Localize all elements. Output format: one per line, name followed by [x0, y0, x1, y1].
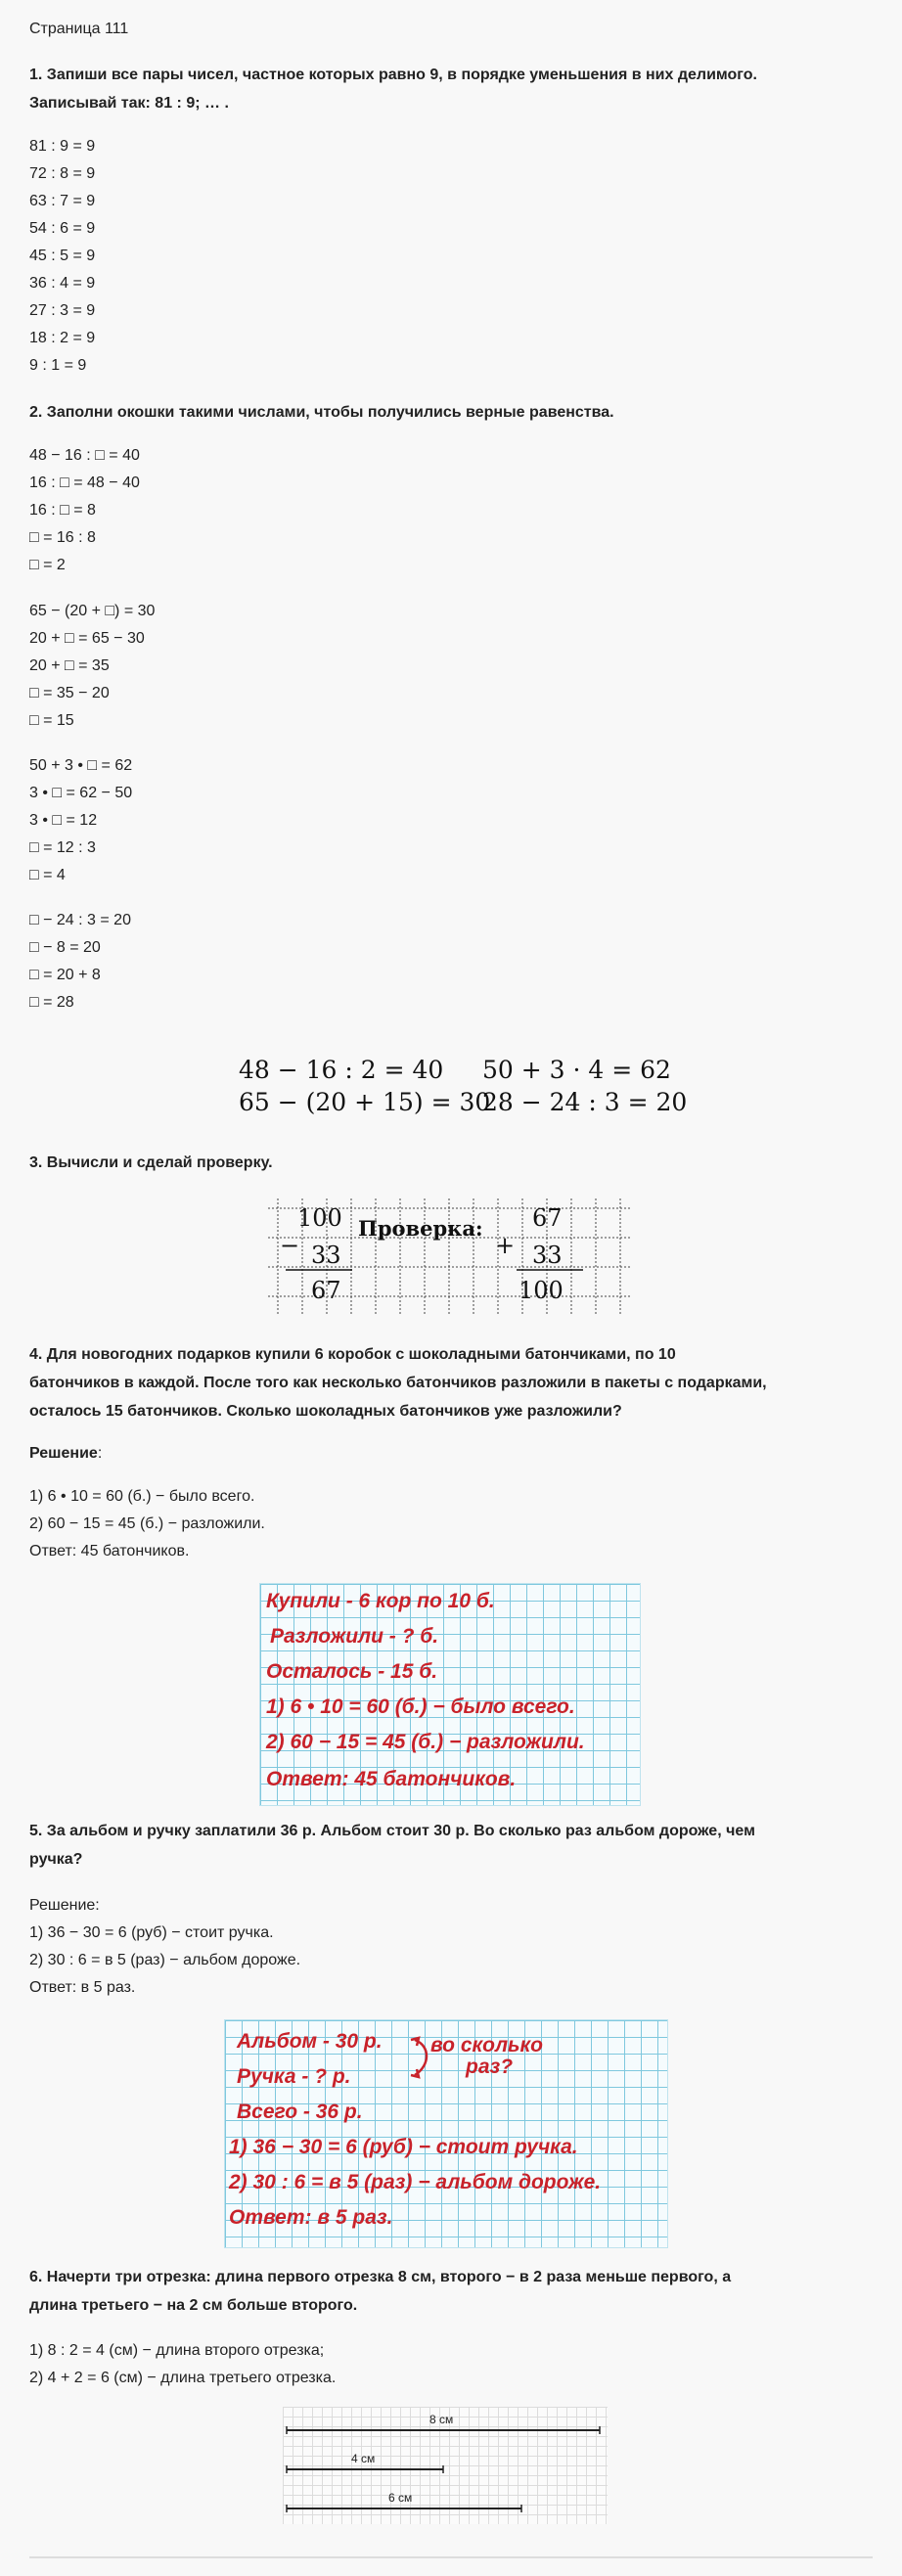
task1-line: 9 : 1 = 9 [29, 357, 87, 374]
solution-line: 2) 60 − 15 = 45 (б.) − разложили. [29, 1515, 265, 1532]
equation-line: □ = 15 [29, 712, 74, 729]
segment-label: 8 см [429, 2413, 454, 2426]
handwritten-line: Всего - 36 р. [237, 2101, 363, 2123]
check-label: Проверка: [358, 1216, 483, 1241]
notebook-figure-task4 [259, 1583, 641, 1806]
handwritten-line: 2) 30 : 6 = в 5 (раз) − альбом дороже. [229, 2171, 602, 2193]
equation-line: □ = 20 + 8 [29, 967, 101, 983]
task6-heading [29, 2263, 871, 2320]
handwritten-line: Разложили - ? б. [270, 1625, 439, 1648]
handwritten-line: Ответ: в 5 раз. [229, 2206, 393, 2229]
segment-label: 6 см [388, 2491, 413, 2505]
formula: 48 − 16 : 2 = 40 [239, 1056, 444, 1084]
subtrahend: 33 [311, 1242, 341, 1269]
equation-line: □ = 16 : 8 [29, 529, 96, 546]
task1-line: 63 : 7 = 9 [29, 193, 96, 209]
difference: 67 [311, 1277, 341, 1304]
notebook-figure-task5 [224, 2019, 668, 2248]
solution-line: 1) 8 : 2 = 4 (см) − длина второго отрезка; [29, 2342, 325, 2359]
solution-line: 1) 6 • 10 = 60 (б.) − было всего. [29, 1488, 255, 1505]
task3-heading: 3. Вычисли и сделай проверку. [29, 1154, 273, 1171]
handwritten-line: Купили - 6 кор по 10 б. [266, 1590, 495, 1612]
equation-line: 16 : □ = 48 − 40 [29, 475, 140, 491]
handwritten-line: Осталось - 15 б. [266, 1660, 438, 1683]
handwritten-line: 2) 60 − 15 = 45 (б.) − разложили. [266, 1731, 585, 1753]
task1-line: 45 : 5 = 9 [29, 248, 96, 264]
solution-colon: : [97, 1445, 103, 1462]
solution-line: 2) 30 : 6 = в 5 (раз) − альбом дороже. [29, 1952, 301, 1968]
task6-heading-line1: 6. Начерти три отрезка: длина первого отрезка 8 см, второго − в 2 раза меньше первого, а [29, 2269, 732, 2285]
minus-sign: − [280, 1232, 300, 1259]
task1-line: 27 : 3 = 9 [29, 302, 96, 319]
task1-line: 54 : 6 = 9 [29, 220, 96, 237]
equation-line: □ − 24 : 3 = 20 [29, 912, 131, 928]
handwritten-line: Ответ: 45 батончиков. [266, 1768, 517, 1790]
minuend: 100 [297, 1204, 342, 1232]
task1-line: 36 : 4 = 9 [29, 275, 96, 292]
solution-line: 2) 4 + 2 = 6 (см) − длина третьего отрезка. [29, 2370, 337, 2386]
divider [29, 2556, 873, 2558]
equation-line: 20 + □ = 35 [29, 657, 110, 674]
equation-line: □ = 28 [29, 994, 74, 1011]
plus-sign: + [495, 1232, 516, 1259]
equation-line: □ − 8 = 20 [29, 939, 101, 956]
equation-line: □ = 12 : 3 [29, 839, 96, 856]
formula: 50 + 3 · 4 = 62 [482, 1056, 671, 1084]
formula: 65 − (20 + 15) = 30 [239, 1088, 491, 1116]
equation-line: 16 : □ = 8 [29, 502, 96, 519]
task4-heading-line1: 4. Для новогодних подарков купили 6 коробок с шоколадными батончиками, по 10 [29, 1346, 676, 1363]
task1-heading-line2: Записывай так: 81 : 9; … . [29, 95, 229, 112]
task6-heading-line2: длина третьего − на 2 см больше второго. [29, 2297, 358, 2314]
equation-line: 3 • □ = 62 − 50 [29, 785, 133, 801]
handwritten-line: 1) 36 − 30 = 6 (руб) − стоит ручка. [229, 2136, 578, 2158]
solution-line: Ответ: в 5 раз. [29, 1979, 136, 1996]
solution-word: Решение [29, 1445, 98, 1462]
task1-heading-line1: 1. Запиши все пары чисел, частное которых равно 9, в порядке уменьшения в них делимого. [29, 67, 757, 83]
equation-line: 20 + □ = 65 − 30 [29, 630, 145, 647]
handwritten-line: Альбом - 30 р. [237, 2030, 383, 2053]
solution-line: 1) 36 − 30 = 6 (руб) − стоит ручка. [29, 1924, 274, 1941]
equation-line: 48 − 16 : □ = 40 [29, 447, 140, 464]
solution-line: Ответ: 45 батончиков. [29, 1543, 190, 1559]
segments-figure [283, 2407, 608, 2524]
task1-line: 72 : 8 = 9 [29, 165, 96, 182]
formula: 28 − 24 : 3 = 20 [482, 1088, 688, 1116]
task4-heading-line2: батончиков в каждой. После того как несколько батончиков разложили в пакеты с подарками, [29, 1375, 767, 1391]
handwritten-note: раз? [466, 2056, 514, 2078]
task5-heading-line1: 5. За альбом и ручку заплатили 36 р. Альбом стоит 30 р. Во сколько раз альбом дороже, чем [29, 1823, 755, 1839]
segment-label: 4 см [351, 2452, 376, 2465]
handwritten-line: 1) 6 • 10 = 60 (б.) − было всего. [266, 1695, 575, 1718]
addend-2: 33 [532, 1242, 563, 1269]
segments-group [287, 2426, 600, 2512]
task1-heading [29, 61, 871, 117]
equation-line: 65 − (20 + □) = 30 [29, 603, 156, 619]
task5-heading-line2: ручка? [29, 1851, 83, 1868]
sum: 100 [519, 1277, 564, 1304]
task5-heading [29, 1817, 871, 1874]
task2-heading: 2. Заполни окошки такими числами, чтобы получились верные равенства. [29, 404, 614, 421]
equation-line: 50 + 3 • □ = 62 [29, 757, 133, 774]
page-title: Страница 111 [29, 21, 129, 37]
addend-1: 67 [532, 1204, 563, 1232]
column-arithmetic-figure [268, 1198, 630, 1314]
handwritten-line: Ручка - ? р. [237, 2065, 351, 2088]
task1-line: 18 : 2 = 9 [29, 330, 96, 346]
handwritten-note: во сколько [430, 2034, 543, 2056]
equation-line: □ = 4 [29, 867, 66, 883]
equation-line: □ = 35 − 20 [29, 685, 110, 701]
curved-arrow-icon [407, 2036, 436, 2083]
task5-solution-label: Решение: [29, 1897, 100, 1914]
equation-line: □ = 2 [29, 557, 66, 573]
task4-solution-label [29, 1440, 102, 1468]
task4-heading-line3: осталось 15 батончиков. Сколько шоколадных батончиков уже разложили? [29, 1403, 622, 1420]
equation-line: 3 • □ = 12 [29, 812, 98, 829]
task4-heading [29, 1340, 871, 1425]
task1-line: 81 : 9 = 9 [29, 138, 96, 155]
